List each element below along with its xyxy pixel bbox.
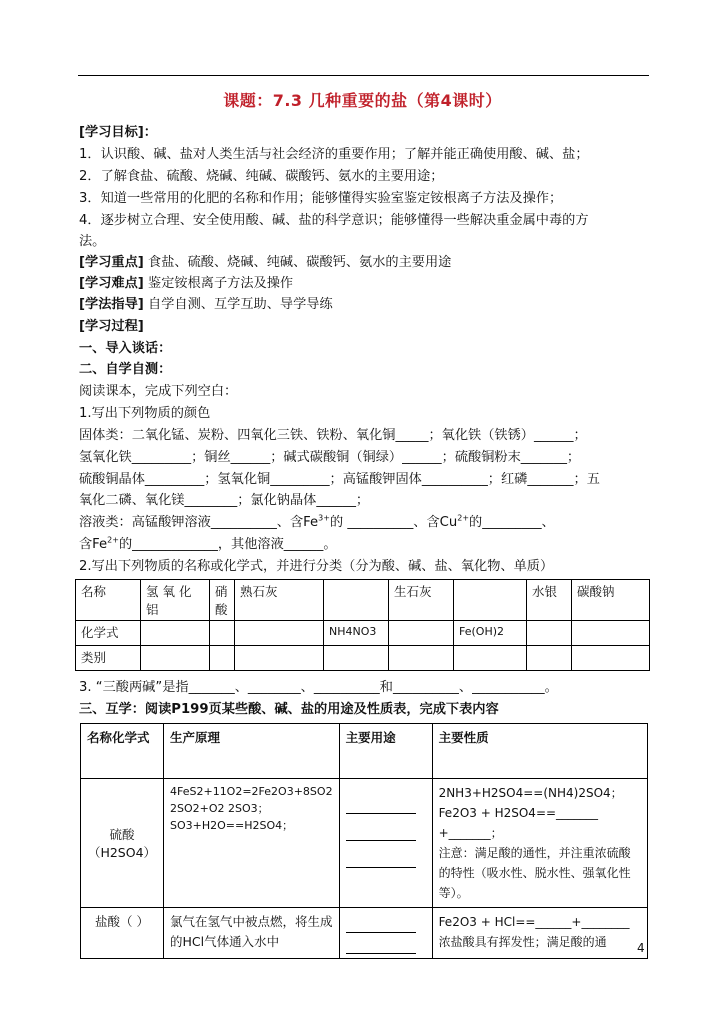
table-cell bbox=[324, 646, 389, 671]
table-row bbox=[76, 646, 650, 671]
table-row bbox=[81, 908, 648, 959]
table-cell: 名称 bbox=[76, 580, 141, 621]
properties-cell: Fe2O3 + HCl==______+________ 浓盐酸具有挥发性；满足酸的通 bbox=[432, 908, 647, 959]
table-row bbox=[76, 580, 650, 621]
question-2: 2.写出下列物质的名称或化学式，并进行分类（分为酸、碱、盐、氧化物、单质） bbox=[79, 559, 554, 574]
instruction-line: 阅读课本，完成下列空白： bbox=[79, 384, 238, 399]
table-cell bbox=[572, 621, 650, 646]
solid-line: 固体类：二氧化锰、炭粉、四氧化三铁、铁粉、氧化铜_____；氧化铁（铁锈）______； bbox=[79, 428, 587, 443]
key-points-line: [学习重点] 食盐、硫酸、烧碱、纯碱、碳酸钙、氨水的主要用途 bbox=[79, 255, 452, 270]
table-cell bbox=[235, 621, 324, 646]
section-mutual-study: 三、互学：阅读P199页某些酸、碱、盐的用途及性质表，完成下表内容 bbox=[79, 702, 499, 717]
column-header: 主要用途 bbox=[339, 724, 432, 779]
section-intro: 一、导入谈话： bbox=[79, 341, 172, 356]
column-header: 名称化学式 bbox=[81, 724, 164, 779]
blank-line bbox=[346, 799, 416, 814]
difficulty-line: [学习难点] 鉴定铵根离子方法及操作 bbox=[79, 276, 294, 291]
table-cell: 类别 bbox=[76, 646, 141, 671]
blank-line bbox=[346, 918, 416, 933]
section-selftest: 二、自学自测： bbox=[79, 362, 172, 377]
table-cell: 化学式 bbox=[76, 621, 141, 646]
blank-line bbox=[346, 853, 416, 868]
row-name: 盐酸（ ） bbox=[81, 908, 164, 959]
substance-table bbox=[75, 579, 650, 671]
blank-line bbox=[346, 939, 416, 954]
table-cell bbox=[141, 621, 210, 646]
table-cell: NH4NO3 bbox=[324, 621, 389, 646]
table-cell: 碳酸钠 bbox=[572, 580, 650, 621]
table-cell: Fe(OH)2 bbox=[454, 621, 527, 646]
table-cell bbox=[210, 621, 235, 646]
table-cell: 氢 氧 化 铝 bbox=[141, 580, 210, 621]
table-cell bbox=[527, 621, 572, 646]
header-rule bbox=[78, 75, 649, 76]
solution-line: 含$Fe^{2+}$的_____________，其他溶液______。 bbox=[79, 535, 337, 552]
table-cell: 水银 bbox=[527, 580, 572, 621]
objective-line: 1．认识酸、碱、盐对人类生活与社会经济的重要作用；了解并能正确使用酸、碱、盐； bbox=[79, 147, 589, 162]
objective-line: 2．了解食盐、硫酸、烧碱、纯碱、碳酸钙、氨水的主要用途； bbox=[79, 169, 444, 184]
page-title: 课题：7.3 几种重要的盐（第4课时） bbox=[223, 91, 502, 110]
table-cell: 生石灰 bbox=[389, 580, 454, 621]
properties-cell: 2NH3+H2SO4==(NH4)2SO4； Fe2O3 + H2SO4==_______ +_______； 注意：满足酸的通性，并注重浓硫酸的特性（吸水性、脱水性、强氧化性等）。 bbox=[432, 779, 647, 908]
blank-line bbox=[346, 826, 416, 841]
solid-line: 氧化二磷、氧化镁________；氯化钠晶体______； bbox=[79, 493, 370, 508]
table-cell bbox=[527, 646, 572, 671]
table-cell: 硝 酸 bbox=[210, 580, 235, 621]
table-cell bbox=[389, 621, 454, 646]
usage-cell bbox=[339, 779, 432, 908]
table-cell bbox=[235, 646, 324, 671]
table-cell bbox=[454, 646, 527, 671]
table-header-row bbox=[81, 724, 648, 779]
table-cell: 熟石灰 bbox=[235, 580, 324, 621]
production-principle: 氯气在氢气中被点燃，将生成的HCl气体通入水中 bbox=[164, 908, 340, 959]
objective-line: 3．知道一些常用的化肥的名称和作用；能够懂得实验室鉴定铵根离子方法及操作； bbox=[79, 191, 563, 206]
table-row bbox=[76, 621, 650, 646]
section-objectives: [学习目标]： bbox=[79, 125, 157, 140]
table-cell bbox=[324, 580, 389, 621]
objective-line: 法。 bbox=[79, 234, 106, 249]
row-name: 硫酸（H2SO4） bbox=[81, 779, 164, 908]
production-principle: 4FeS2+11O2=2Fe2O3+8SO2 2SO2+O2 2SO3； SO3+H2O==H2SO4； bbox=[164, 779, 340, 908]
table-cell bbox=[141, 646, 210, 671]
solid-line: 氢氧化铁_________；铜丝______；碱式碳酸铜（铜绿）______；硫酸铜粉末_______； bbox=[79, 450, 581, 465]
table-cell bbox=[454, 580, 527, 621]
table-cell bbox=[572, 646, 650, 671]
question-3: 3. “三酸两碱”是指_______、________、__________和__________、___________。 bbox=[79, 680, 558, 695]
usage-cell bbox=[339, 908, 432, 959]
table-cell bbox=[389, 646, 454, 671]
solid-line: 硫酸铜晶体_________；氢氧化铜_________；高锰酸钾固体__________；红磷_______；五 bbox=[79, 472, 600, 487]
question-1: 1.写出下列物质的颜色 bbox=[79, 406, 211, 421]
table-cell bbox=[210, 646, 235, 671]
table-row bbox=[81, 779, 648, 908]
column-header: 主要性质 bbox=[432, 724, 647, 779]
section-process: [学习过程] bbox=[79, 319, 144, 334]
page-number: 4 bbox=[637, 941, 645, 955]
solution-line: 溶液类：高锰酸钾溶液__________、含$Fe^{3+}$的 __________、含$Cu^{2+}$的_________、 bbox=[79, 513, 555, 530]
acid-properties-table bbox=[80, 723, 648, 959]
objective-line: 4．逐步树立合理、安全使用酸、碱、盐的科学意识；能够懂得一些解决重金属中毒的方 bbox=[79, 213, 589, 228]
column-header: 生产原理 bbox=[164, 724, 340, 779]
method-line: [学法指导] 自学自测、互学互助、导学导练 bbox=[79, 297, 333, 312]
